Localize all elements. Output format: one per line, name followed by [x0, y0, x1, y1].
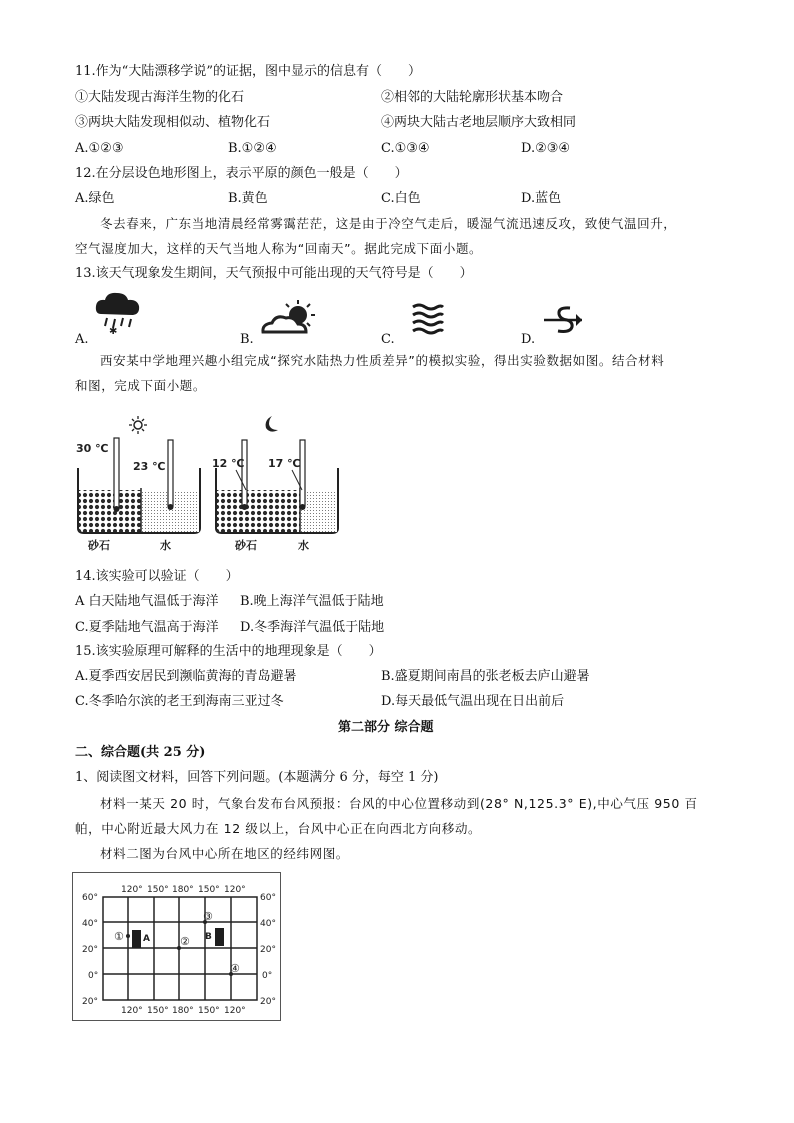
q14-option-d: D.冬季海洋气温低于陆地: [240, 620, 385, 635]
top-lon-label-4: 150°: [198, 885, 220, 895]
region-a-block: [132, 930, 141, 948]
part2-section-heading: 二、综合题(共 25 分): [75, 745, 206, 760]
q13-option-c: C.: [381, 332, 395, 347]
left-lat-label-1: 60°: [82, 893, 98, 903]
q11-statement-2: ②相邻的大陆轮廓形状基本吻合: [381, 90, 564, 105]
q12-stem: 12.在分层设色地形图上，表示平原的颜色一般是（ ）: [75, 166, 408, 181]
part2-q1-stem: 1、阅读图文材料，回答下列问题。(本题满分 6 分，每空 1 分): [75, 770, 439, 785]
material1-line2: 空气湿度加大，这样的天气当地人称为“回南天”。据此完成下面小题。: [75, 241, 483, 256]
q11-statement-3: ③两块大陆发现相似动、植物化石: [75, 115, 271, 130]
q13-option-d: D.: [521, 332, 536, 347]
part2-title: 第二部分 综合题: [338, 720, 434, 735]
q12-option-a: A.绿色: [75, 191, 115, 206]
point-1-dot: [126, 934, 130, 938]
q11-option-a: A.①②③: [75, 141, 124, 156]
bottom-lon-label-3: 180°: [172, 1006, 194, 1016]
q11-option-d: D.②③④: [521, 141, 571, 156]
night-water-label: 水: [298, 539, 309, 552]
day-water-temp: 23 ℃: [133, 460, 166, 473]
night-experiment: [216, 440, 338, 533]
q14-option-a: A 白天陆地气温低于海洋: [75, 594, 219, 609]
q14-stem: 14.该实验可以验证（ ）: [75, 569, 239, 584]
left-lat-label-4: 0°: [88, 971, 99, 981]
q11-statement-4: ④两块大陆古老地层顺序大致相同: [381, 115, 577, 130]
q15-option-c: C.冬季哈尔滨的老王到海南三亚过冬: [75, 694, 284, 709]
q11-statement-1: ①大陆发现古海洋生物的化石: [75, 90, 245, 105]
point-4-label: ④: [230, 962, 240, 975]
point-1-label: ①: [114, 930, 124, 943]
left-lat-label-2: 40°: [82, 919, 98, 929]
q12-option-c: C.白色: [381, 191, 421, 206]
q12-option-d: D.蓝色: [521, 191, 562, 206]
sandstorm-icon: [542, 303, 584, 337]
right-lat-label-4: 0°: [262, 971, 273, 981]
material2-line2: 和图，完成下面小题。: [75, 378, 207, 393]
sun-icon: [129, 416, 147, 434]
q15-stem: 15.该实验原理可解释的生活中的地理现象是（ ）: [75, 644, 382, 659]
right-lat-label-1: 60°: [260, 893, 276, 903]
bottom-lon-label-5: 120°: [224, 1006, 246, 1016]
q15-option-d: D.每天最低气温出现在日出前后: [381, 694, 565, 709]
night-sand-label: 砂石: [235, 539, 257, 552]
day-sand-temp: 30 ℃: [76, 442, 109, 455]
lat-lon-grid-map: [72, 872, 282, 1022]
q15-option-a: A.夏季西安居民到濒临黄海的青岛避暑: [75, 669, 297, 684]
fog-icon: [410, 302, 446, 338]
material1-line1: 冬去春来，广东当地清晨经常雾霭茫茫，这是由于冷空气走后，暖湿气流迅速反攻，致使气温回升，: [100, 216, 677, 231]
q11-option-b: B.①②④: [228, 141, 277, 156]
rain-cloud-icon: [93, 288, 145, 336]
q14-option-c: C.夏季陆地气温高于海洋: [75, 620, 219, 635]
top-lon-label-1: 120°: [121, 885, 143, 895]
bottom-lon-label-1: 120°: [121, 1006, 143, 1016]
q12-option-b: B.黄色: [228, 191, 268, 206]
part2-material1-line2: 帕，中心附近最大风力在 12 级以上，台风中心正在向西北方向移动。: [75, 821, 482, 836]
bottom-lon-label-2: 150°: [147, 1006, 169, 1016]
q13-stem: 13.该天气现象发生期间，天气预报中可能出现的天气符号是（ ）: [75, 266, 473, 281]
day-water-label: 水: [160, 539, 171, 552]
night-water-temp: 17 ℃: [268, 457, 301, 470]
top-lon-label-5: 120°: [224, 885, 246, 895]
q13-option-a: A.: [75, 332, 89, 347]
right-lat-label-3: 20°: [260, 945, 276, 955]
region-b-label: B: [205, 932, 212, 942]
region-b-block: [215, 928, 224, 946]
day-sand-label: 砂石: [88, 539, 110, 552]
left-lat-label-3: 20°: [82, 945, 98, 955]
svg-text:✱: ✱: [109, 326, 118, 336]
point-3-label: ③: [203, 910, 213, 923]
experiment-figure: [70, 408, 350, 554]
part2-material1-line1: 材料一某天 20 时，气象台发布台风预报：台风的中心位置移动到(28° N,125.3° E),中心气压 950 百: [100, 796, 698, 811]
region-a-label: A: [143, 934, 150, 944]
q15-option-b: B.盛夏期间南昌的张老板去庐山避暑: [381, 669, 590, 684]
bottom-lon-label-4: 150°: [198, 1006, 220, 1016]
point-2-label: ②: [180, 935, 190, 948]
top-lon-label-2: 150°: [147, 885, 169, 895]
part2-material2: 材料二图为台风中心所在地区的经纬网图。: [100, 846, 349, 861]
top-lon-label-3: 180°: [172, 885, 194, 895]
right-lat-label-5: 20°: [260, 997, 276, 1007]
night-sand-temp: 12 ℃: [212, 457, 245, 470]
sun-behind-cloud-icon: [258, 298, 324, 338]
moon-icon: [266, 416, 278, 432]
q13-option-b: B.: [240, 332, 254, 347]
right-lat-label-2: 40°: [260, 919, 276, 929]
left-lat-label-5: 20°: [82, 997, 98, 1007]
q11-stem: 11.作为“大陆漂移学说”的证据，图中显示的信息有（ ）: [75, 64, 421, 79]
q14-option-b: B.晚上海洋气温低于陆地: [240, 594, 384, 609]
material2-line1: 西安某中学地理兴趣小组完成“探究水陆热力性质差异”的模拟实验，得出实验数据如图。结合材料: [100, 353, 665, 368]
q11-option-c: C.①③④: [381, 141, 430, 156]
